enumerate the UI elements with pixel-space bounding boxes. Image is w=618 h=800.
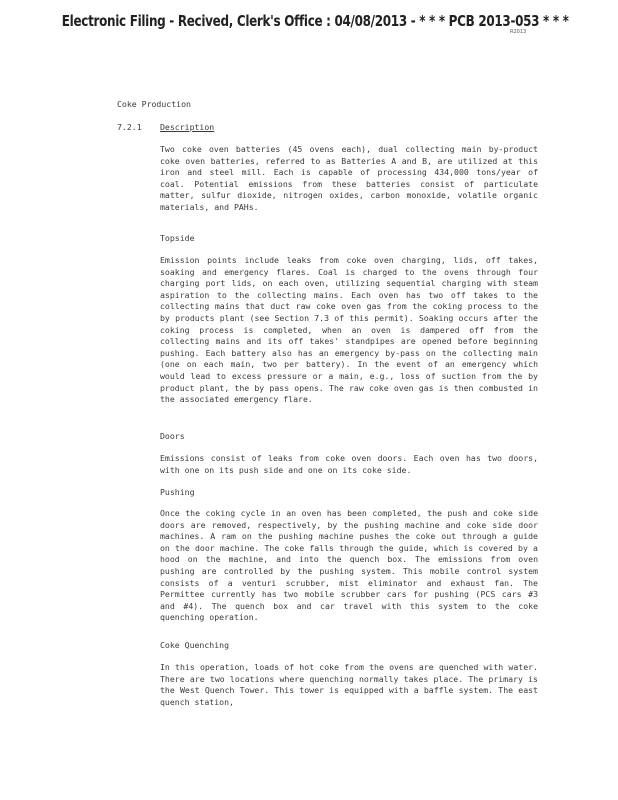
filing-stamp-header: Electronic Filing - Recived, Clerk's Office : 04/08/2013 - * * * PCB 2013-053 * * * bbox=[61, 12, 569, 30]
subheading-topside: Topside bbox=[160, 233, 195, 243]
paragraph-coke-quenching: In this operation, loads of hot coke from the ovens are quenched with water. There are two locations where quenching normally takes place. The primary is the West Quench Tower. This tower is equipped with a baffle system. The east quench station, bbox=[160, 662, 538, 707]
subheading-pushing: Pushing bbox=[160, 487, 195, 497]
section-number: 7.2.1 bbox=[117, 122, 142, 132]
paragraph-doors: Emissions consist of leaks from coke oven doors. Each oven has two doors, with one on its push side and one on its coke side. bbox=[160, 453, 538, 475]
section-title: Description bbox=[160, 122, 215, 132]
paragraph-pushing: Once the coking cycle in an oven has been completed, the push and coke side doors are removed, respectively, by the pushing machine and coke side door machines. A ram on the pushing machine pushes the coke out through a guide on the door machine. The coke falls through the guide, which is covered by a hood on the machine, and into the quench box. The emissions from oven pushing are controlled by the pushing system. This mobile control system consists of a venturi scrubber, mist eliminator and exhaust fan. The Permittee currently has two mobile scrubber cars for pushing (PCS cars #3 and #4). The quench box and car travel with this system to the coke quenching operation. bbox=[160, 508, 538, 623]
paragraph-description: Two coke oven batteries (45 ovens each), dual collecting main by-product coke oven batteries, referred to as Batteries A and B, are utilized at this iron and steel mill. Each is capable of processing 434,000 tons/year of coal. Potential emissions from these batteries consist of particulate matter, sulfur dioxide, nitrogen oxides, carbon monoxide, volatile organic materials, and PAHs. bbox=[160, 144, 538, 212]
paragraph-topside: Emission points include leaks from coke oven charging, lids, off takes, soaking and emergency flares. Coal is charged to the ovens through four charging port lids, on each oven, utilizing sequential charging with steam aspiration to the collecting mains. Each oven has two off takes to the collecting mains that duct raw coke oven gas from the coking process to the by products plant (see Section 7.3 of this permit). Soaking occurs after the coking process is completed, when an oven is dampered off from the collecting mains and its off takes' standpipes are opened before beginning pushing. Each battery also has an emergency by-pass on the collecting main (one on each main, two per battery). In the event of an emergency which would lead to excess pressure or a main, e.g., loss of suction from the by product plant, the by pass opens. The raw coke oven gas is then combusted in the associated emergency flare. bbox=[160, 255, 538, 405]
document-heading: Coke Production bbox=[117, 99, 191, 109]
subheading-coke-quenching: Coke Quenching bbox=[160, 640, 230, 650]
subheading-doors: Doors bbox=[160, 431, 185, 441]
filing-stamp-code: R2013 bbox=[510, 29, 527, 35]
